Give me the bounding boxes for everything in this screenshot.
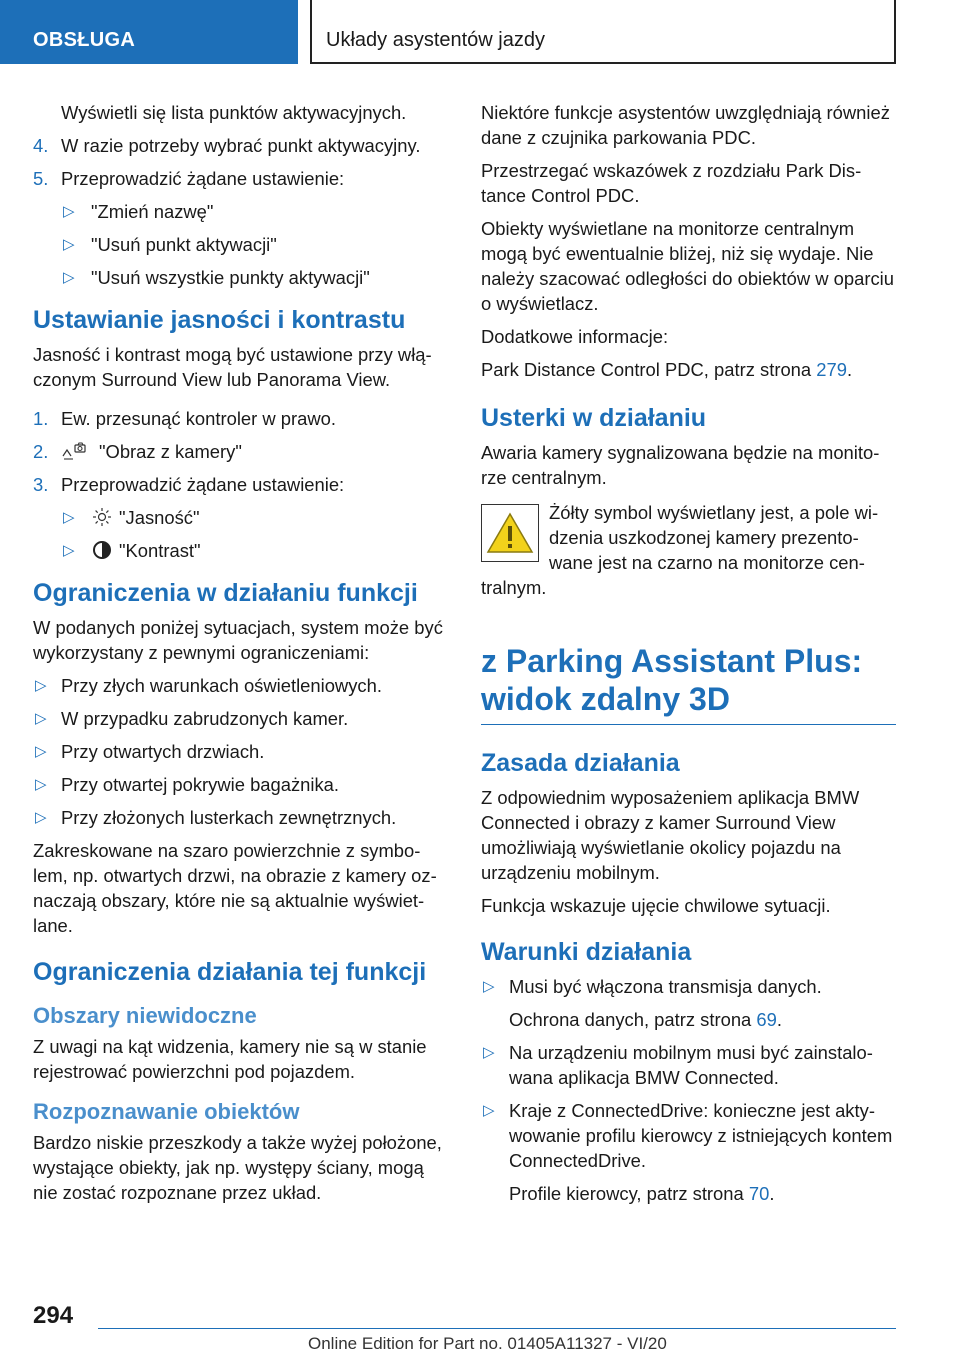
heading-rule <box>481 724 896 725</box>
step-4: 4. W razie potrzeby wybrać punkt aktywacyjny. <box>33 135 421 156</box>
page-link-69[interactable]: 69 <box>756 1009 777 1030</box>
objects-text: Bardzo niskie przeszkody a także wyżej położone, wystające obiekty, jak np. występy ściany, mogą nie zostać rozpoznane przez układ. <box>33 1132 442 1203</box>
section-tab: OBSŁUGA <box>0 0 298 64</box>
bullet-icon: ▷ <box>63 509 75 526</box>
page-link-279[interactable]: 279 <box>816 359 847 380</box>
brightness-text: Jasność i kontrast mogą być ustawione przy włączonym Surround View lub Panorama View. <box>33 344 432 390</box>
step-5: 5. Przeprowadzić żądane ustawienie: <box>33 168 345 189</box>
bullet-icon: ▷ <box>483 1044 495 1061</box>
option-rename: ▷ "Zmień nazwę" <box>63 201 214 222</box>
brightness-icon <box>91 506 113 528</box>
pdc-note: Przestrzegać wskazówek z rozdziału Park Distance Control PDC. <box>481 160 862 206</box>
left-column <box>33 100 445 1213</box>
principle-text: Z odpowiednim wyposażeniem aplikacja BMW Connected i obrazy z kamer Surround View umożliwiają wyświetlanie okolicy pojazdu na urządzeniu mobilnym. <box>481 787 860 883</box>
heading-limits-2: Ograniczenia działania tej funkcji <box>33 958 427 986</box>
edition-text: Online Edition for Part no. 01405A11327 - VI/20 <box>308 1334 667 1353</box>
condition-2: ▷ Na urządzeniu mobilnym musi być zainstalowana aplikacja BMW Connected. <box>483 1042 873 1088</box>
condition-1-ref: Ochrona danych, patrz strona 69. <box>509 1009 782 1030</box>
intro-text: Wyświetli się lista punktów aktywacyjnych. <box>61 102 407 123</box>
step-1: 1. Ew. przesunąć kontroler w prawo. <box>33 408 336 429</box>
distance-warning: Obiekty wyświetlane na monitorze centralnym mogą być ewentualnie bliżej, niż się wydaje. Nie należy szacować odległości do obiektów w oparciu o wyświetlacz. <box>481 218 894 314</box>
limit-5: ▷ Przy złożonych lusterkach zewnętrznych. <box>35 807 397 828</box>
bullet-icon: ▷ <box>63 203 75 220</box>
bullet-icon: ▷ <box>483 978 495 995</box>
heading-faults: Usterki w działaniu <box>481 404 707 432</box>
option-contrast: ▷ "Kontrast" <box>63 540 201 561</box>
option-delete-all: ▷ "Usuń wszystkie punkty aktywacji" <box>63 267 370 288</box>
condition-3-ref: Profile kierowcy, patrz strona 70. <box>509 1183 775 1204</box>
limits-text: W podanych poniżej sytuacjach, system może być wykorzystany z pewnymi ograniczeniami: <box>33 617 443 663</box>
bullet-icon: ▷ <box>63 542 75 559</box>
right-column <box>481 100 896 1214</box>
option-delete-point: ▷ "Usuń punkt aktywacji" <box>63 234 277 255</box>
camera-icon <box>61 440 93 462</box>
bullet-icon: ▷ <box>35 677 47 694</box>
warning-box <box>481 504 539 562</box>
page-number: 294 <box>33 1302 74 1329</box>
bullet-icon: ▷ <box>63 269 75 286</box>
heading-limits: Ograniczenia w działaniu funkcji <box>33 579 418 607</box>
contrast-icon <box>91 539 113 561</box>
heading-brightness: Ustawianie jasności i kontrastu <box>33 306 406 334</box>
pdc-text: Niektóre funkcje asystentów uwzględniają również dane z czujnika parkowania PDC. <box>481 102 890 148</box>
heading-principle: Zasada działania <box>481 749 680 777</box>
main-heading: z Parking Assistant Plus: widok zdalny 3D <box>481 643 863 717</box>
bullet-icon: ▷ <box>35 743 47 760</box>
bullet-icon: ▷ <box>63 236 75 253</box>
option-brightness: ▷ "Jasność" <box>63 507 200 528</box>
chapter-title: Układy asystentów jazdy <box>310 0 896 64</box>
pdc-reference: Park Distance Control PDC, patrz strona 279. <box>481 359 853 380</box>
heading-object-detection: Rozpoznawanie obiektów <box>33 1099 300 1124</box>
invisible-text: Z uwagi na kąt widzenia, kamery nie są w stanie rejestrować powierzchni pod pojazdem. <box>33 1036 427 1082</box>
additional-info-label: Dodatkowe informacje: <box>481 326 669 347</box>
faults-text: Awaria kamery sygnalizowana będzie na monitorze centralnym. <box>481 442 880 488</box>
page-link-70[interactable]: 70 <box>748 1183 770 1204</box>
grey-areas-text: Zakreskowane na szaro powierzchnie z symbolem, np. otwartych drzwi, na obrazie z kamery oznaczają obszary, które nie są aktualnie wyświetlane. <box>33 840 437 936</box>
limit-2: ▷ W przypadku zabrudzonych kamer. <box>35 708 349 729</box>
bullet-icon: ▷ <box>35 710 47 727</box>
bullet-icon: ▷ <box>483 1102 495 1119</box>
step-3: 3. Przeprowadzić żądane ustawienie: <box>33 474 345 495</box>
warning-triangle-icon <box>485 511 535 555</box>
condition-3: ▷ Kraje z ConnectedDrive: konieczne jest aktywowanie profilu kierowcy z istniejących kontem ConnectedDrive. <box>483 1100 893 1171</box>
limit-3: ▷ Przy otwartych drzwiach. <box>35 741 265 762</box>
warning-text: Żółty symbol wyświetlany jest, a pole widzenia uszkodzonej kamery prezentowane jest na czarno na monitorze centralnym. <box>481 502 879 598</box>
heading-invisible-areas: Obszary niewidoczne <box>33 1003 257 1028</box>
heading-conditions: Warunki działania <box>481 938 692 966</box>
bullet-icon: ▷ <box>35 776 47 793</box>
limit-4: ▷ Przy otwartej pokrywie bagażnika. <box>35 774 340 795</box>
condition-1: ▷ Musi być włączona transmisja danych. <box>483 976 822 997</box>
footer-rule <box>98 1328 896 1329</box>
limit-1: ▷ Przy złych warunkach oświetleniowych. <box>35 675 382 696</box>
snapshot-text: Funkcja wskazuje ujęcie chwilowe sytuacji. <box>481 895 831 916</box>
warning-block <box>481 498 896 608</box>
step-2: 2. "Obraz z kamery" <box>33 441 242 462</box>
bullet-icon: ▷ <box>35 809 47 826</box>
